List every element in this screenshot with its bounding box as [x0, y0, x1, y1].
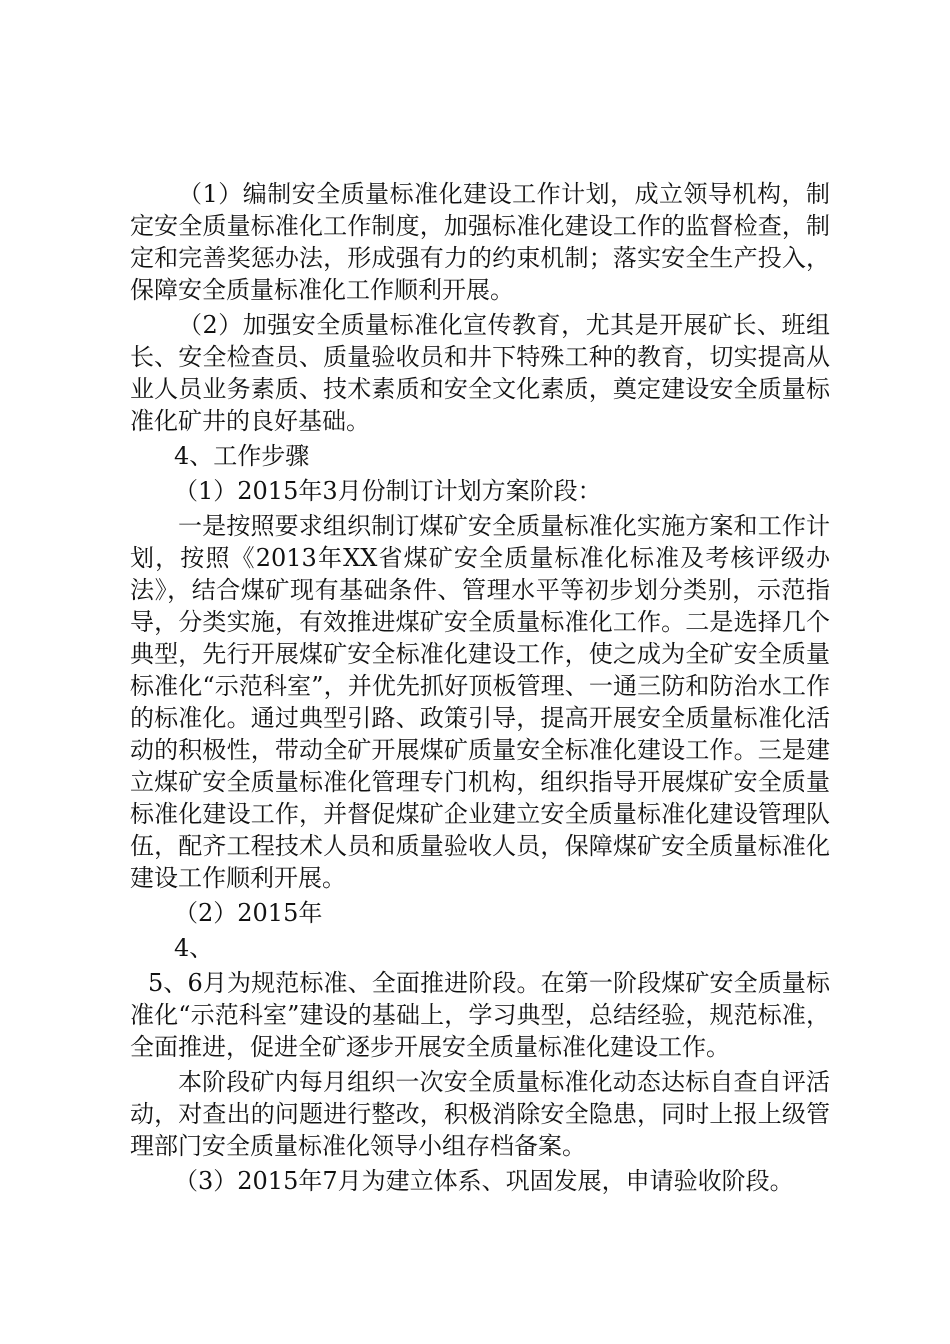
paragraph-step-2-fragment: 4、	[174, 934, 214, 962]
paragraph-self-inspection: 本阶段矿内每月组织一次安全质量标准化动态达标自查自评活动，对查出的问题进行整改，积极消除安全隐患，同时上报上级管理部门安全质量标准化领导小组存档备案。	[130, 1068, 830, 1160]
document-body	[130, 178, 830, 1197]
paragraph-plan-item-1: （1）编制安全质量标准化建设工作计划，成立领导机构，制定安全质量标准化工作制度，加强标准化建设工作的监督检查，制定和完善奖惩办法，形成强有力的约束机制；落实安全生产投入，保障安全质量标准化工作顺利开展。	[130, 180, 830, 304]
paragraph-plan-item-2: （2）加强安全质量标准化宣传教育，尤其是开展矿长、班组长、安全检查员、质量验收员和井下特殊工种的教育，切实提高从业人员业务素质、技术素质和安全文化素质，奠定建设安全质量标准化矿井的良好基础。	[130, 311, 830, 435]
paragraph-step-2-body: 5、6月为规范标准、全面推进阶段。在第一阶段煤矿安全质量标准化“示范科室”建设的基础上，学习典型，总结经验，规范标准，全面推进，促进全矿逐步开展安全质量标准化建设工作。	[130, 969, 830, 1061]
section-heading-work-steps: 4、工作步骤	[174, 442, 310, 470]
paragraph-step-2-heading: （2）2015年	[174, 899, 323, 927]
paragraph-step-3-heading: （3）2015年7月为建立体系、巩固发展，申请验收阶段。	[174, 1167, 794, 1195]
paragraph-step-1-body: 一是按照要求组织制订煤矿安全质量标准化实施方案和工作计划，按照《2013年XX省煤矿安全质量标准化标准及考核评级办法》，结合煤矿现有基础条件、管理水平等初步划分类别，示范指导，分类实施，有效推进煤矿安全质量标准化工作。二是选择几个典型，先行开展煤矿安全标准化建设工作，使之成为全矿安全质量标准化“示范科室”，并优先抓好顶板管理、一通三防和防治水工作的标准化。通过典型引路、政策引导，提高开展安全质量标准化活动的积极性，带动全矿开展煤矿质量安全标准化建设工作。三是建立煤矿安全质量标准化管理专门机构，组织指导开展煤矿安全质量标准化建设工作，并督促煤矿企业建立安全质量标准化建设管理队伍，配齐工程技术人员和质量验收人员，保障煤矿安全质量标准化建设工作顺利开展。	[130, 512, 830, 892]
paragraph-step-1-heading: （1）2015年3月份制订计划方案阶段：	[174, 477, 602, 505]
